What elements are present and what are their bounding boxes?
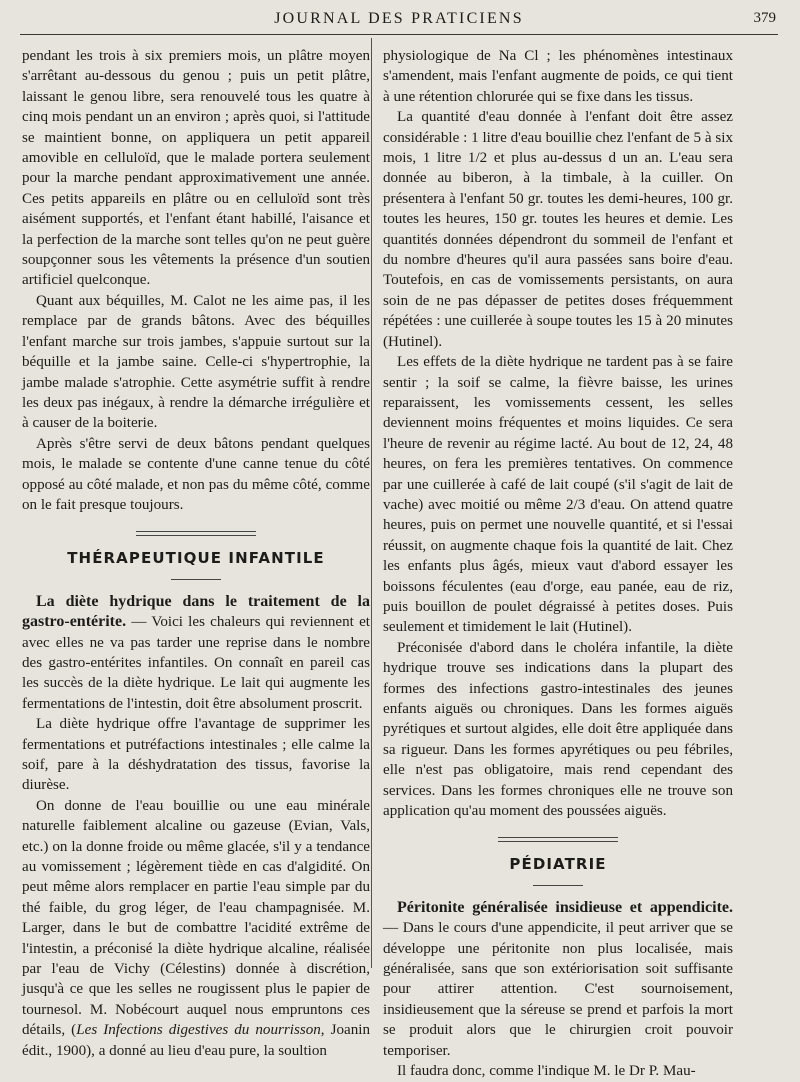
heading-rule [171,579,221,580]
left-column [22,46,370,1061]
book-title: Les Infections digestives du nourrisson [76,1022,321,1039]
section-heading: PÉDIATRIE [509,855,607,874]
section-divider [136,531,256,536]
page-number: 379 [753,10,776,26]
section-divider [498,837,618,842]
running-title: JOURNAL DES PRATICIENS [274,10,524,27]
article-text: — Voici les chaleurs qui reviennent et avec elles ne va pas tarder une reprise dans le nombre des gastro-entérites infantiles. On connaît en pareil cas les succès de la diète hydrique. Le lait qui augmente les fermentations de l'intestin, doit être absolument proscrit. [22,614,370,712]
heading-rule [533,885,583,886]
paragraph: La quantité d'eau donnée à l'enfant doit être assez considérable : 1 litre d'eau bouillie chez l'enfant de 5 à six mois, 1 litre 1/2 et plus au-dessus d un an. L'eau sera donnée au biberon, à la timbale, à la cuiller. On présentera à l'enfant 50 gr. toutes les demi-heures, 100 gr. toutes les heures, 150 gr. toutes les heures et demie. Les quantités données dépendront du sommeil de l'enfant et du nombre d'heures qu'il aura passées sans boire d'eau. Toutefois, en cas de vomissements persistants, on aura soin de ne pas dépasser de petites doses fréquemment répétées : une cuillerée à soupe toutes les 15 à 20 minutes (Hutinel). [383,109,733,350]
article-text: — Dans le cours d'une appendicite, il peut arriver que se développe une péritonite non plus localisée, mais généralisée, sans que son extériorisation soit suffisante pour attirer attention. C'est sournoisement, insidieusement que la séreuse se prend et parfois la mort se produit alors que le chirurgien croit pouvoir temporiser. [383,920,733,1059]
article-paragraph [22,592,370,714]
paragraph: physiologique de Na Cl ; les phénomènes intestinaux s'amendent, mais l'enfant augmente de poids, ce qui tient à une rétention chlorurée qui se fixe dans les tissus. [383,48,733,105]
article-title: Péritonite généralisée insidieuse et appendicite. [397,898,733,916]
right-column [383,46,733,1082]
article-title: La diète hydrique dans le traitement de la gastro-entérite. [22,592,370,631]
section-heading: THÉRAPEUTIQUE INFANTILE [67,549,325,568]
paragraph: Préconisée d'abord dans le choléra infantile, la diète hydrique trouve ses indications dans la plupart des formes des infections gastro-intestinales des jeunes enfants aiguës ou chroniques. Dans les formes aiguës pyrétiques et surtout algides, elle doit être appliquée dans sa rigueur. Dans les formes apyrétiques ou peu fébriles, elle n'est pas obligatoire, mais rend cependant des services. Dans les formes chroniques elle ne trouve son application qu'au moment des poussées aiguës. [383,639,733,820]
paragraph: pendant les trois à six premiers mois, un plâtre moyen s'arrêtant au-dessous du genou ; puis un petit plâtre, laissant le genou libre, sera renouvelé tous les quatre à cinq mois pendant un an environ ; après quoi, si l'attitude se maintient bonne, on appliquera un petit appareil amovible en celluloïd, que le malade portera seulement pour la marche pendant approximativement une année. Ces petits appareils en plâtre ou en celluloïd sont très aisément supportés, et l'enfant étant habillé, l'aisance et la perfection de la marche sont telles qu'on ne peut guère soupçonner sous les vêtements la présence d'un soutien artificiel quelconque. [22,48,370,289]
paragraph: Quant aux béquilles, M. Calot ne les aime pas, il les remplace par de grands bâtons. Avec des béquilles l'enfant marche sur trois jambes, s'appuie surtout sur la béquille et la jambe saine. Celle-ci s'hypertrophie, la jambe malade s'atrophie. Cette asymétrie suffit à rendre les deux pas inégaux, à rendre la démarche irrégulière et à causer de la boiterie. [22,292,370,432]
column-divider [371,38,372,968]
paragraph-text: On donne de l'eau bouillie ou une eau minérale naturelle faiblement alcaline ou gazeuse (Evian, Vals, etc.) on la donne froide ou même glacée, s'il y a tendance au vomissement ; légèrement tiède en cas d'algidité. On peut même alors remplacer en partie l'eau simple par du thé faible, du grog léger, de l'eau champagnisée. M. Larger, dans le but de combattre l'acidité extrême de l'intestin, a préconisé la diète hydrique alcaline, réalisée par l'eau de Vichy (Célestins) donnée à discrétion, jusqu'à ce que les selles ne rougissent plus le papier de tournesol. M. Nobécourt auquel nous empruntons ces détails, ( [22,797,370,1039]
paragraph: Les effets de la diète hydrique ne tardent pas à se faire sentir ; la soif se calme, la fièvre baisse, les urines reparaissent, les vomissements cessent, les selles deviennent moins fréquentes et moins liquides. Ce sera l'heure de revenir au régime lacté. Au bout de 12, 24, 48 heures, on fera les premières tentatives. On commence par une cuillerée à café de lait coupé (s'il s'agit de lait de vache) avec moitié ou même 2/3 d'eau. On attend quatre heures, puis on permet une nouvelle quantité, et si l'essai réussit, on augmente chaque fois la quantité de lait. Chez les enfants plus âgés, mieux vaut d'abord essayer les boissons féculentes (eau d'orge, eau panée, eau de riz, puis bouillon de poulet dégraissé à petites doses. Puis seulement et timidement le lait (Hutinel). [383,354,733,636]
paragraph: La diète hydrique offre l'avantage de supprimer les fermentations et putréfactions intestinales ; elle calme la soif, pare à la déshydratation des tissus, favorise la diurèse. [22,716,370,794]
page-header [20,8,778,35]
paragraph: Il faudra donc, comme l'indique M. le Dr P. Mau- [397,1063,696,1080]
paragraph [22,796,370,1061]
article-paragraph [383,898,733,1061]
paragraph-text: , Joanin édit., 1900), a donné au lieu d'eau pure, la soultion [22,1022,370,1059]
paragraph: Après s'être servi de deux bâtons pendant quelques mois, le malade se contente d'une canne tenue du côté opposé au côté malade, et non pas du même côté, comme on le fait presque toujours. [22,435,370,513]
